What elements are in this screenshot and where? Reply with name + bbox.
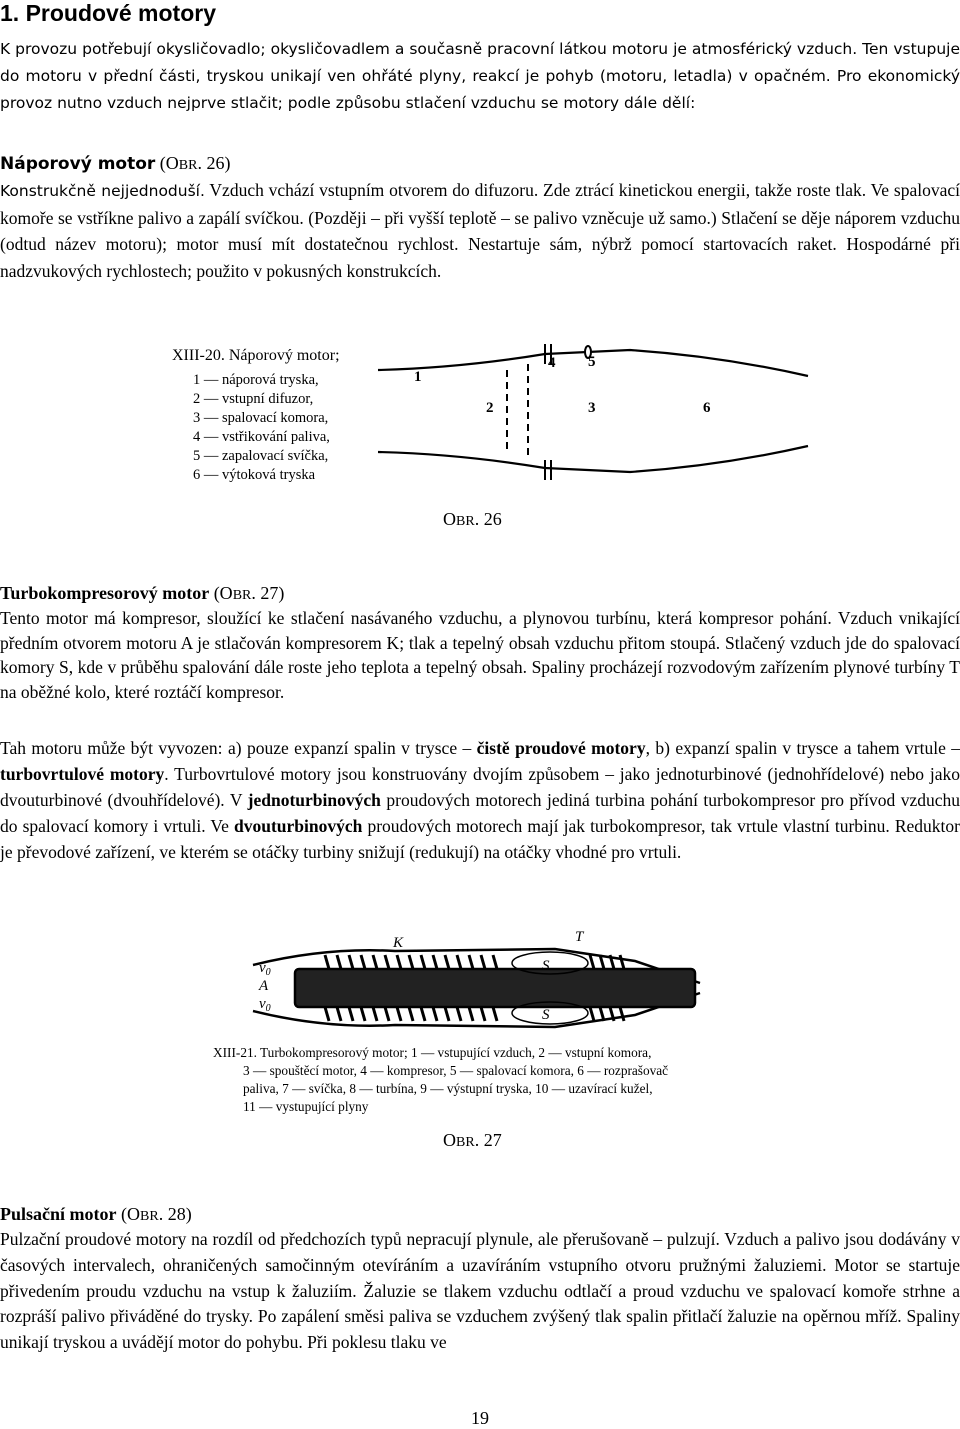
turbo-label-s: S (542, 1007, 550, 1023)
blade (397, 955, 401, 969)
blade (457, 955, 461, 969)
ramjet-label: 1 (414, 369, 422, 385)
blade (421, 1007, 425, 1021)
ramjet-legend-item: 5 — zapalovací svíčka, (193, 448, 329, 464)
blade (481, 1007, 485, 1021)
ramjet-text: Vzduch vchází vstupním otvorem do difuzoru. Zde ztrácí kinetickou energii, takže roste tlak. Ve spalovací komoře se vstříkne palivo a zapálí svíčkou. (Později – při vyšší teplotě – se palivo vzněcuje už samo.) Stlačení se děje náporem vzduchu (odtud název motoru); motor musí mít dostatečnou rychlost. Nestartuje sám, nýbrž pomocí startovacích raket. Hospodárné při nadzvukových rychlostech; použito v pokusných konstrukcích. (0, 180, 960, 281)
blade (445, 1007, 449, 1021)
intro-paragraph: K provozu potřebují okysličovadlo; okysličovadlem a současně pracovní látkou motoru je atmosférický vzduch. Ten vstupuje do motoru v přední části, tryskou unikají ven ohřáté plyny, reakcí je pohyb (motoru, letadla) v opačném. Pro ekonomický provoz nutno vzduch nejprve stlačit; podle způsobu stlačení vzduchu se motory dále dělí: (0, 40, 960, 112)
blade (433, 1007, 437, 1021)
turbo-label-t: T (575, 929, 584, 945)
ramjet-figure (160, 330, 820, 490)
turbo-heading-title: Turbokompresorový motor (0, 583, 210, 603)
blade (361, 955, 365, 969)
turbo-label-s: S (542, 958, 550, 974)
turbo-legend-line: paliva, 7 — svíčka, 8 — turbína, 9 — výstupní tryska, 10 — uzavírací kužel, (243, 1081, 653, 1096)
ramjet-text-sans: Konstrukčně nejjednoduší. (0, 182, 205, 200)
turbo-legend (213, 1045, 668, 1114)
turbo-engine-outline (253, 949, 700, 1027)
ramjet-legend (193, 372, 330, 483)
blade (493, 955, 497, 969)
ramjet-label: 5 (588, 354, 596, 370)
blade (481, 955, 485, 969)
blade (337, 955, 341, 969)
pulse-heading-title: Pulsační motor (0, 1204, 117, 1224)
blade (469, 955, 473, 969)
turbo-legend-line: XIII-21. Turbokompresorový motor; 1 — vstupující vzduch, 2 — vstupní komora, (213, 1045, 652, 1060)
blade (349, 955, 353, 969)
ramjet-paragraph (0, 177, 960, 284)
ramjet-legend-item: 3 — spalovací komora, (193, 410, 329, 426)
section-title: 1. Proudové motory (0, 0, 216, 26)
blade (620, 955, 624, 969)
blade (409, 1007, 413, 1021)
turbo-paragraph-2: Tah motoru může být vyvozen: a) pouze expanzí spalin v trysce – čistě proudové motory, b) expanzí spalin v trysce a tahem vrtule – turbovrtulové motory. Turbovrtulové motory jsou konstruovány dvojím způsobem – jako jednoturbinové (jednohřídelové) nebo jako dvouturbinové (dvouhřídelové). V jednoturbinových proudových motorech jediná turbina pohání turbokompresor pro přívod vzduchu do spalovací komory i vrtuli. Ve dvouturbinových proudových motorech mají jak turbokompresor, tak vrtule vlastní turbinu. Reduktor je převodové zařízení, ve kterém se otáčky turbiny snižují (redukují) na otáčky vhodné pro vrtuli. (0, 738, 960, 862)
blade (385, 955, 389, 969)
turbo-label-a: A (259, 978, 269, 994)
turbo-label-v0: $v_0$ (259, 996, 271, 1014)
turbo-legend-line: 11 — vystupující plyny (243, 1099, 369, 1114)
ramjet-flame-holders (507, 364, 528, 458)
blade (373, 1007, 377, 1021)
turbo-heading-ref: (OBR. 27) (213, 583, 285, 603)
pulse-heading-ref: (OBR. 28) (121, 1204, 192, 1224)
page-number: 19 (471, 1408, 489, 1428)
turbo-legend-line: 3 — spouštěcí motor, 4 — kompresor, 5 — spalovací komora, 6 — rozprašovač (243, 1063, 669, 1078)
blade (373, 955, 377, 969)
blade (433, 955, 437, 969)
turbo-label-v0: $v_0$ (259, 960, 271, 978)
blade (590, 955, 594, 969)
blade (493, 1007, 497, 1021)
ramjet-heading-title: Náporový motor (0, 154, 156, 174)
ramjet-figure-labels (414, 354, 711, 416)
ramjet-legend-item: 4 — vstřikování paliva, (193, 429, 330, 445)
blade (590, 1007, 594, 1021)
turbo-paragraph-1: Tento motor má kompresor, sloužící ke stlačení nasávaného vzduchu, a plynovou turbínu, která kompresor pohání. Vzduch vnikající předním otvorem motoru A je stlačován kompresorem K; tlak a tepelný obsah vzduchu přitom stoupá. Stlačený vzduch jde do spalovací komory S, kde v průběhu spalování dále roste jeho teplota a tepelný obsah. Spaliny procházejí rozvodovým zařízením plynové turbíny T na oběžné kolo, které roztáčí kompresor. (0, 608, 960, 702)
turbo-caption: OBR. 27 (443, 1130, 502, 1150)
blade (325, 955, 329, 969)
blade (469, 1007, 473, 1021)
ramjet-label: 3 (588, 400, 596, 416)
ramjet-legend-item: 6 — výtoková tryska (193, 467, 316, 483)
blade (325, 1007, 329, 1021)
turbo-label-k: K (393, 935, 404, 951)
blade (445, 955, 449, 969)
ramjet-label: 2 (486, 400, 494, 416)
ramjet-label: 6 (703, 400, 711, 416)
turbo-heading (0, 580, 284, 609)
ramjet-legend-item: 1 — náporová tryska, (193, 372, 319, 388)
blade (457, 1007, 461, 1021)
pulse-heading (0, 1201, 192, 1230)
blade (349, 1007, 353, 1021)
turbo-figure (195, 925, 785, 1120)
ramjet-heading (0, 150, 230, 179)
ramjet-heading-ref: (OBR. 26) (159, 153, 231, 173)
blade (409, 955, 413, 969)
ramjet-legend-item: 2 — vstupní difuzor, (193, 391, 314, 407)
ramjet-label: 4 (548, 355, 556, 371)
ramjet-caption: OBR. 26 (443, 509, 502, 529)
blade (361, 1007, 365, 1021)
pulse-paragraph: Pulzační proudové motory na rozdíl od předchozích typů nepracují plynule, ale přerušovaně – pulzují. Vzduch a palivo jsou dodávány v časových intervalech, ohraničených samočinným otevíráním a uzavíráním vstupního otvoru pružnými žaluziemi. Motor se startuje přivedením proudu vzduchu na vstup k žaluziím. Žaluzie se tlakem vzduchu odtlačí a proud vzduchu ve spalovací komoře strhne a rozpráší palivo přiváděné do trysky. Po zapálení směsi paliva se vzduchem zvýšený tlak spalin přitlačí žaluzie na opěrnou mříž. Spaliny unikají tryskou a uvádějí motor do pohybu. Při poklesu tlaku ve (0, 1229, 960, 1353)
blade (385, 1007, 389, 1021)
blade (421, 955, 425, 969)
ramjet-legend-title: XIII-20. Náporový motor; (172, 347, 340, 364)
blade (620, 1007, 624, 1021)
blade (397, 1007, 401, 1021)
blade (337, 1007, 341, 1021)
